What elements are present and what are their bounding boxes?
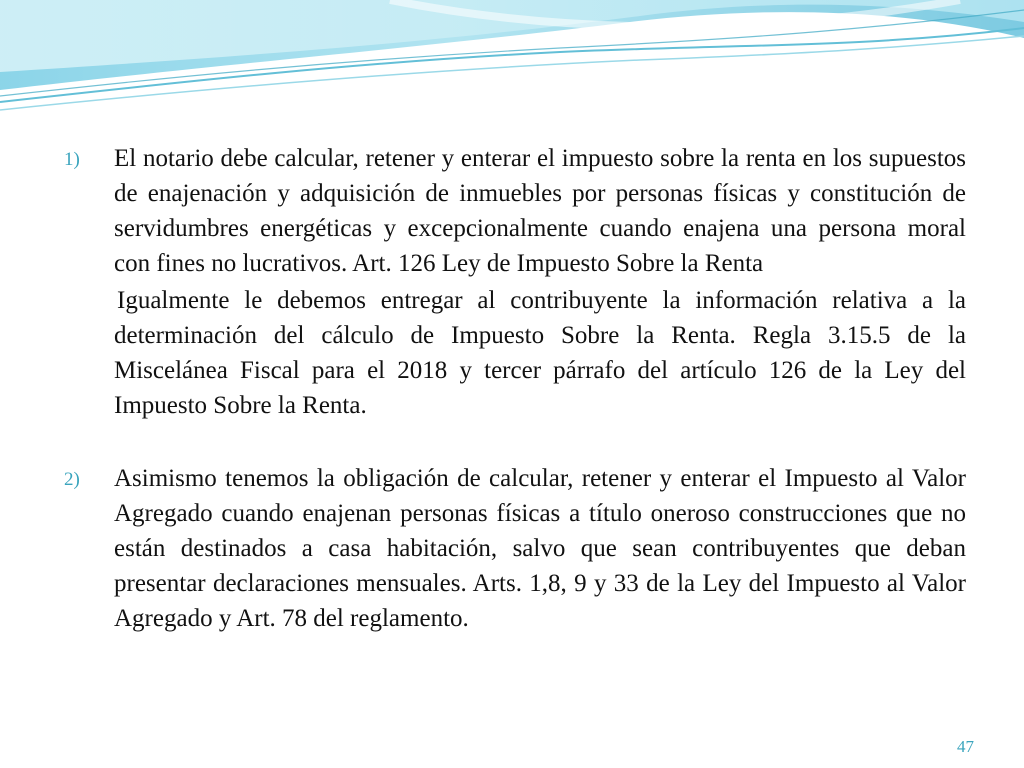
list-item-2 [64,461,966,636]
list-item-text-1: El notario debe calcular, retener y enterar el impuesto sobre la renta en los supuestos de enajenación y adquisición de inmuebles por personas físicas y constitución de servidumbres energéticas y excepcionalmente cuando enajena una persona moral con fines no lucrativos. Art. 126 Ley de Impuesto Sobre la Renta [114,145,966,277]
slide-content [64,141,966,636]
subparagraph: Igualmente le debemos entregar al contribuyente la información relativa a la determinación del cálculo de Impuesto Sobre la Renta. Regla 3.15.5 de la Miscelánea Fiscal para el 2018 y tercer párrafo del artículo 126 de la Ley del Impuesto Sobre la Renta. [114,287,966,419]
list-item-text-2: Asimismo tenemos la obligación de calcular, retener y enterar el Impuesto al Valor Agregado cuando enajenan personas físicas a título oneroso construcciones que no están destinados a casa habitación, salvo que sean contribuyentes que deban presentar declaraciones mensuales. Arts. 1,8, 9 y 33 de la Ley del Impuesto al Valor Agregado y Art. 78 del reglamento. [114,465,966,632]
list-item-1 [64,141,966,281]
header-wave-decoration [0,0,1024,120]
list-marker-2: 2) [64,469,80,490]
page-number: 47 [957,737,974,756]
list-marker-1: 1) [64,149,80,170]
